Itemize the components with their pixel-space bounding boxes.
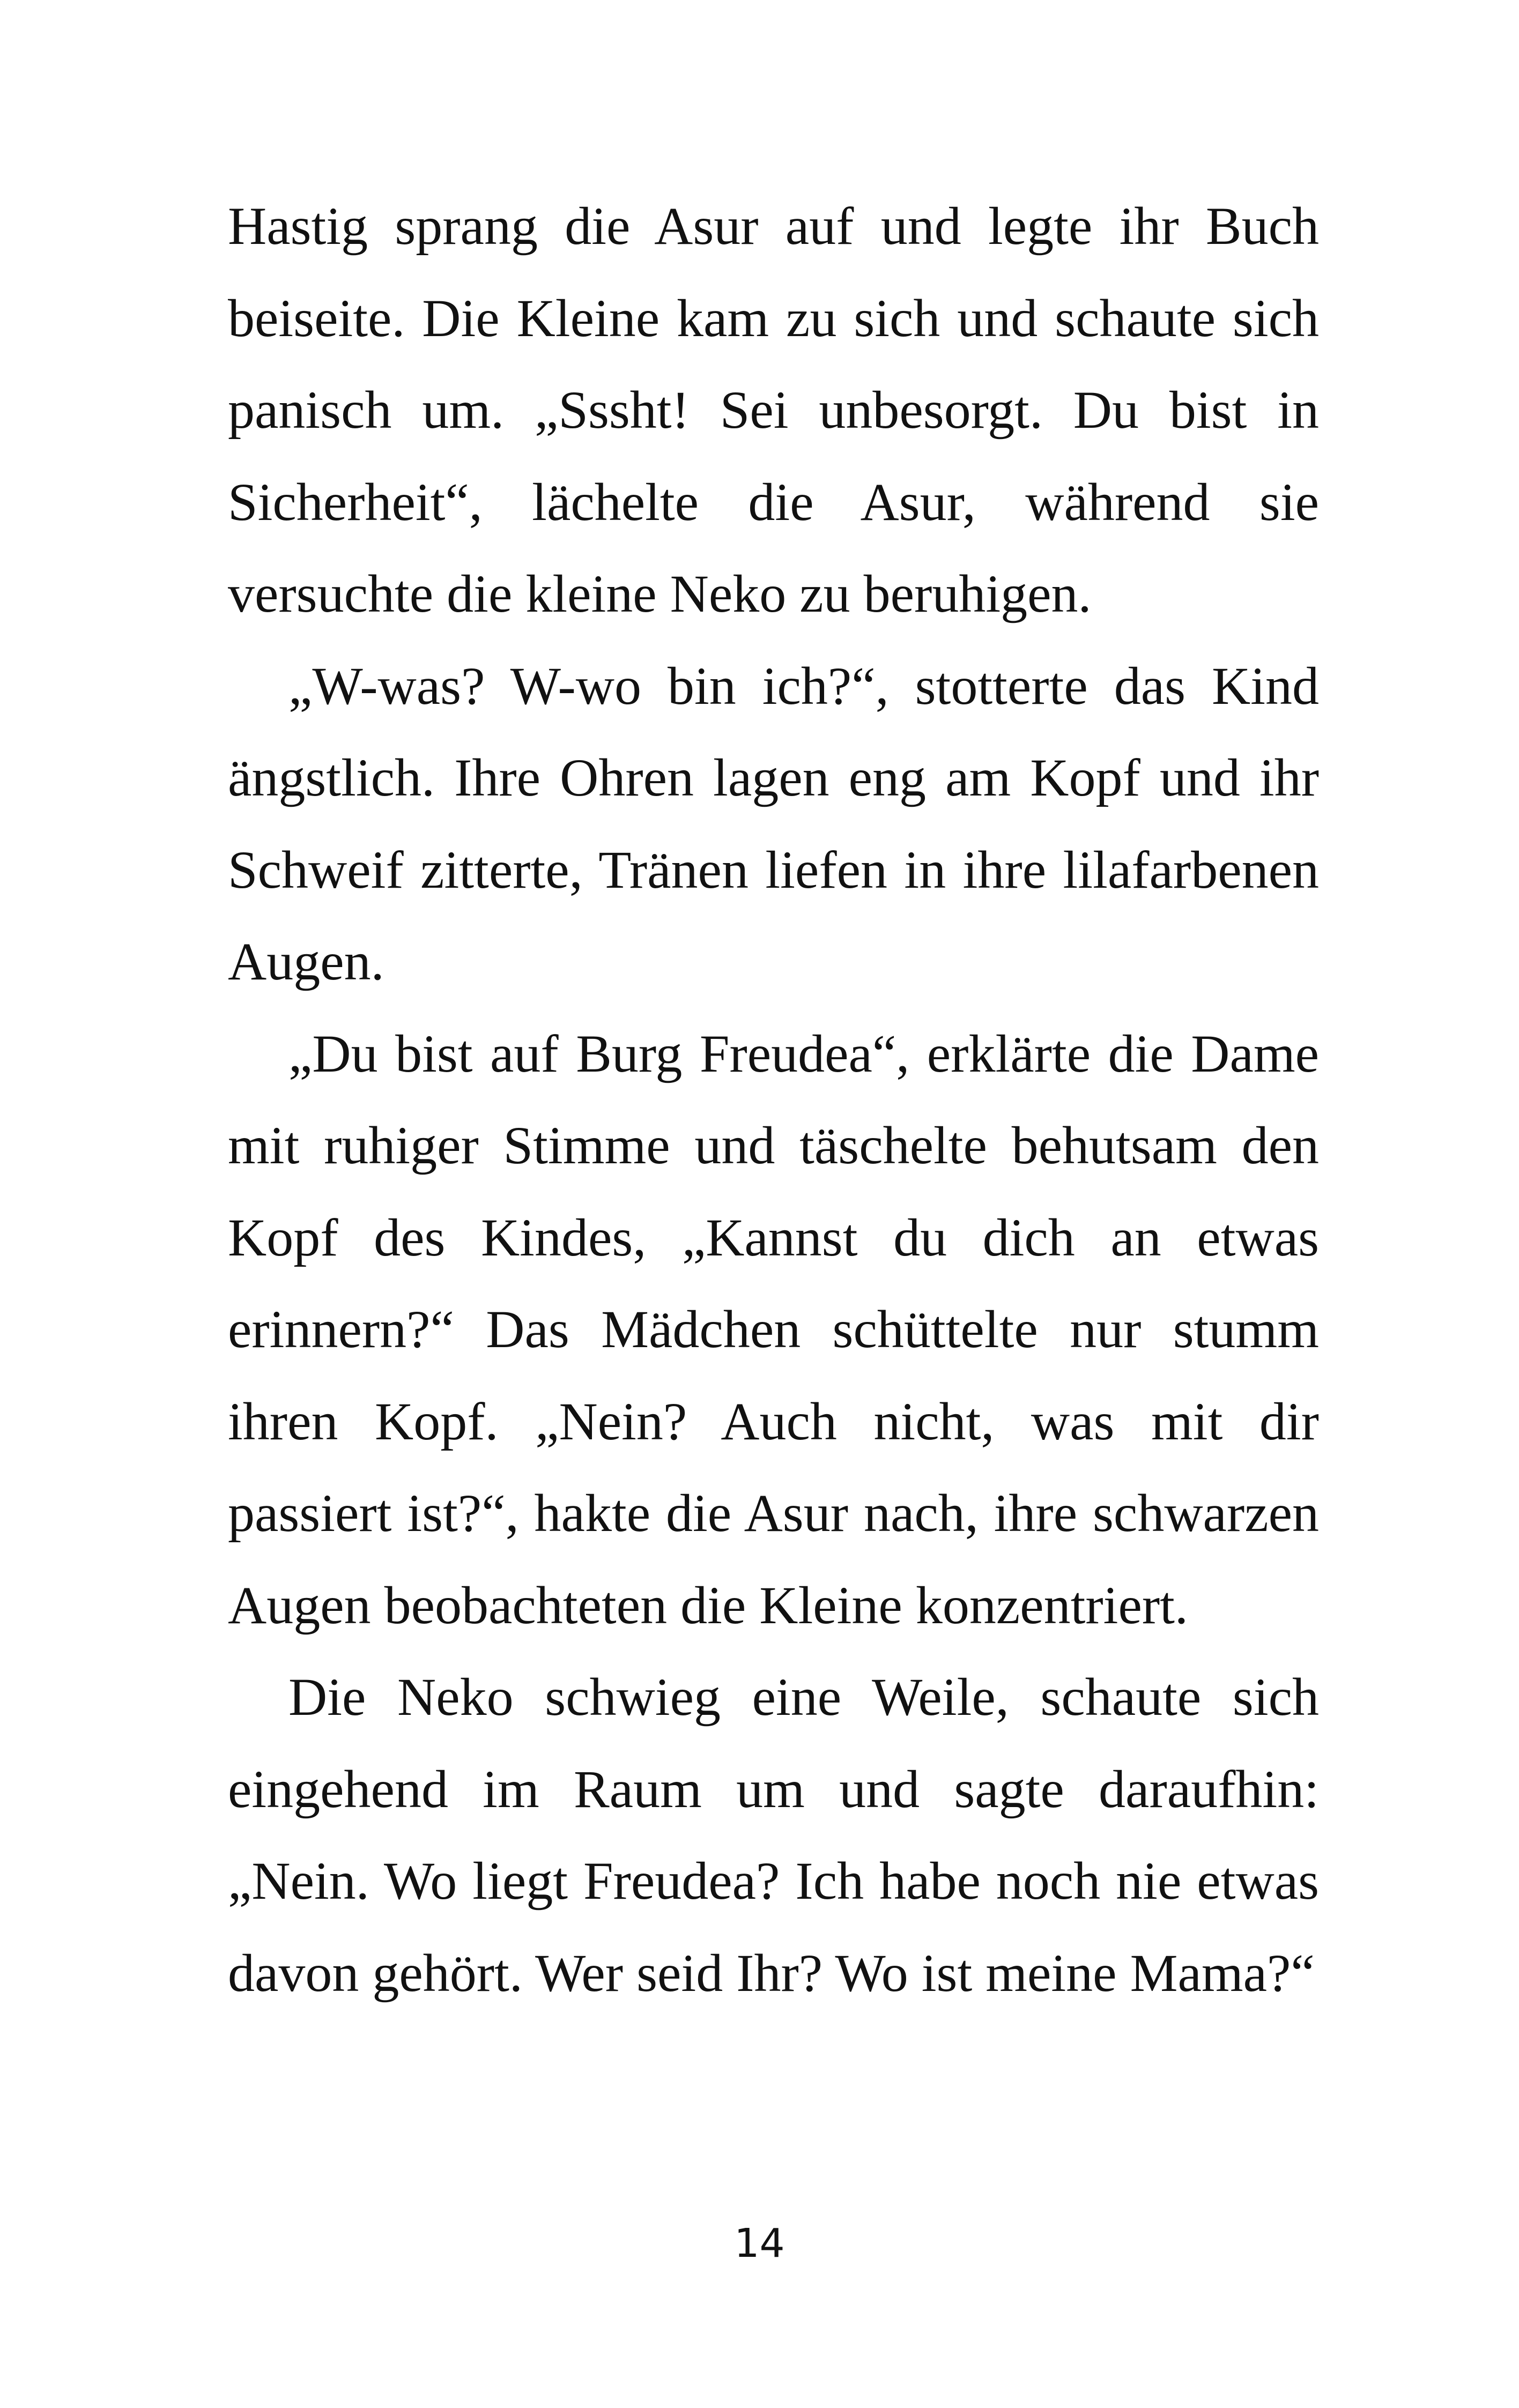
- text-line: ihren Kopf. „Nein? Auch nicht, was mit dir: [228, 1391, 1319, 1451]
- text-line: passiert ist?“, hakte die Asur nach, ihre schwarzen: [228, 1483, 1319, 1543]
- text-line: „Du bist auf Burg Freudea“, erklärte die Dame: [288, 1023, 1319, 1083]
- text-line: eingehend im Raum um und sagte daraufhin:: [228, 1759, 1319, 1819]
- text-line: panisch um. „Sssht! Sei unbesorgt. Du bist in: [228, 380, 1319, 440]
- text-line: beiseite. Die Kleine kam zu sich und schaute sich: [228, 288, 1319, 348]
- text-line: Die Neko schwieg eine Weile, schaute sich: [288, 1667, 1319, 1727]
- page-number: 14: [734, 2220, 785, 2266]
- text-line: „Nein. Wo liegt Freudea? Ich habe noch nie etwas: [228, 1851, 1319, 1911]
- body-text: [228, 180, 1319, 2019]
- text-line: mit ruhiger Stimme und täschelte behutsam den: [228, 1116, 1319, 1175]
- text-line: Schweif zitterte, Tränen liefen in ihre lilafarbenen: [228, 839, 1319, 900]
- text-line: versuchte die kleine Neko zu beruhigen.: [228, 564, 1092, 623]
- text-line: Kopf des Kindes, „Kannst du dich an etwas: [228, 1207, 1319, 1267]
- text-line: Augen.: [228, 932, 384, 991]
- text-line: Sicherheit“, lächelte die Asur, während sie: [228, 472, 1319, 532]
- text-line: „W-was? W-wo bin ich?“, stotterte das Kind: [288, 656, 1319, 716]
- text-line: Augen beobachteten die Kleine konzentriert.: [228, 1575, 1188, 1635]
- text-line: ängstlich. Ihre Ohren lagen eng am Kopf und ihr: [228, 748, 1319, 807]
- text-line: davon gehört. Wer seid Ihr? Wo ist meine Mama?“: [228, 1943, 1315, 2003]
- text-line: erinnern?“ Das Mädchen schüttelte nur stumm: [228, 1299, 1319, 1359]
- text-line: Hastig sprang die Asur auf und legte ihr Buch: [228, 196, 1319, 256]
